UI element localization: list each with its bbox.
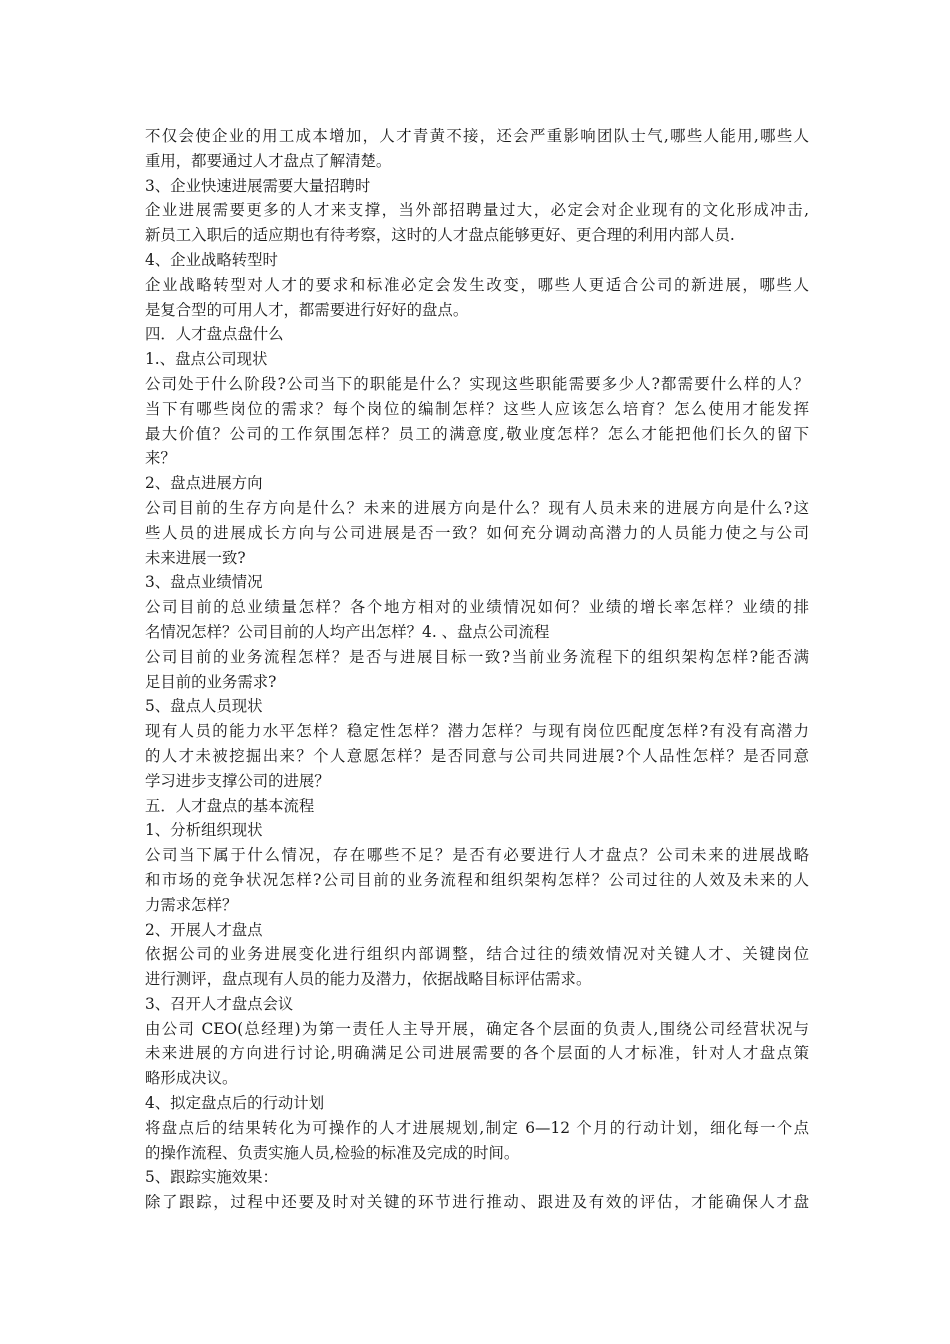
text-line: 5、跟踪实施效果： [145,1168,278,1187]
text-line: 些人员的进展成长方向与公司进展是否一致？如何充分调动高潜力的人员能力使之与公司 [145,523,809,542]
text-line: 1.、盘点公司现状 [145,350,268,369]
text-line: 除了跟踪，过程中还要及时对关键的环节进行推动、跟进及有效的评估，才能确保人才盘 [145,1193,809,1212]
text-line: 由公司 CEO(总经理)为第一责任人主导开展，确定各个层面的负责人,围绕公司经营状况与 [145,1019,809,1038]
text-line: 进行测评，盘点现有人员的能力及潜力，依据战略目标评估需求。 [145,970,592,989]
text-line: 四．人才盘点盘什么 [145,325,284,344]
text-line: 当下有哪些岗位的需求？每个岗位的编制怎样？这些人应该怎么培育？怎么使用才能发挥 [145,399,809,418]
text-line: 3、召开人才盘点会议 [145,994,294,1013]
text-line: 5、盘点人员现状 [145,697,263,716]
text-line: 企业进展需要更多的人才来支撑，当外部招聘量过大，必定会对企业现有的文化形成冲击, [145,201,809,220]
text-line: 公司目前的总业绩量怎样？各个地方相对的业绩情况如何？业绩的增长率怎样？业绩的排 [145,598,809,617]
text-line: 将盘点后的结果转化为可操作的人才进展规划,制定 6—12 个月的行动计划，细化每一个点 [145,1118,809,1137]
text-line: 的人才未被挖掘出来？个人意愿怎样？是否同意与公司共同进展?个人品性怎样？是否同意 [145,746,809,765]
text-line: 略形成决议。 [145,1069,238,1088]
text-line: 来？ [145,449,176,468]
text-line: 足目前的业务需求? [145,672,277,691]
text-line: 和市场的竞争状况怎样?公司目前的业务流程和组织架构怎样？公司过往的人效及未来的人 [145,870,809,889]
text-line: 最大价值？公司的工作氛围怎样？员工的满意度,敬业度怎样？怎么才能把他们长久的留下 [145,424,809,443]
text-line: 五．人才盘点的基本流程 [145,796,315,815]
text-line: 不仅会使企业的用工成本增加，人才青黄不接，还会严重影响团队士气,哪些人能用,哪些人 [145,127,809,145]
text-line: 未来进展的方向进行讨论,明确满足公司进展需要的各个层面的人才标准，针对人才盘点策 [145,1044,809,1063]
text-line: 3、盘点业绩情况 [145,573,263,592]
text-line: 4、企业战略转型时 [145,250,278,269]
text-line: 新员工入职后的适应期也有待考察，这时的人才盘点能够更好、更合理的利用内部人员. [145,226,735,245]
text-line: 2、盘点进展方向 [145,474,263,493]
text-line: 力需求怎样？ [145,895,238,914]
text-line: 1、分析组织现状 [145,821,263,840]
text-line: 学习进步支撑公司的进展？ [145,771,330,790]
text-line: 企业战略转型对人才的要求和标准必定会发生改变，哪些人更适合公司的新进展，哪些人 [145,275,809,294]
text-line: 现有人员的能力水平怎样？稳定性怎样？潜力怎样？与现有岗位匹配度怎样?有没有高潜力 [145,722,809,741]
text-line: 4、拟定盘点后的行动计划 [145,1094,325,1113]
text-line: 3、企业快速进展需要大量招聘时 [145,176,371,195]
text-line: 的操作流程、负责实施人员,检验的标准及完成的时间。 [145,1143,520,1162]
text-line: 公司目前的业务流程怎样？是否与进展目标一致?当前业务流程下的组织架构怎样?能否满 [145,647,809,666]
document-body [145,124,809,1215]
text-line: 2、开展人才盘点 [145,920,263,939]
text-line: 依据公司的业务进展变化进行组织内部调整，结合过往的绩效情况对关键人才、关键岗位 [145,945,809,964]
text-line: 重用，都要通过人才盘点了解清楚。 [145,151,392,170]
text-line: 是复合型的可用人才，都需要进行好好的盘点。 [145,300,469,319]
text-line: 公司目前的生存方向是什么？未来的进展方向是什么？现有人员未来的进展方向是什么?这 [145,498,809,517]
text-line: 名情况怎样？公司目前的人均产出怎样？4. 、盘点公司流程 [145,622,550,641]
text-line: 公司当下属于什么情况，存在哪些不足？是否有必要进行人才盘点？公司未来的进展战略 [145,846,809,865]
text-line: 公司处于什么阶段?公司当下的职能是什么？实现这些职能需要多少人?都需要什么样的人？ [145,374,809,393]
text-line: 未来进展一致? [145,548,246,567]
